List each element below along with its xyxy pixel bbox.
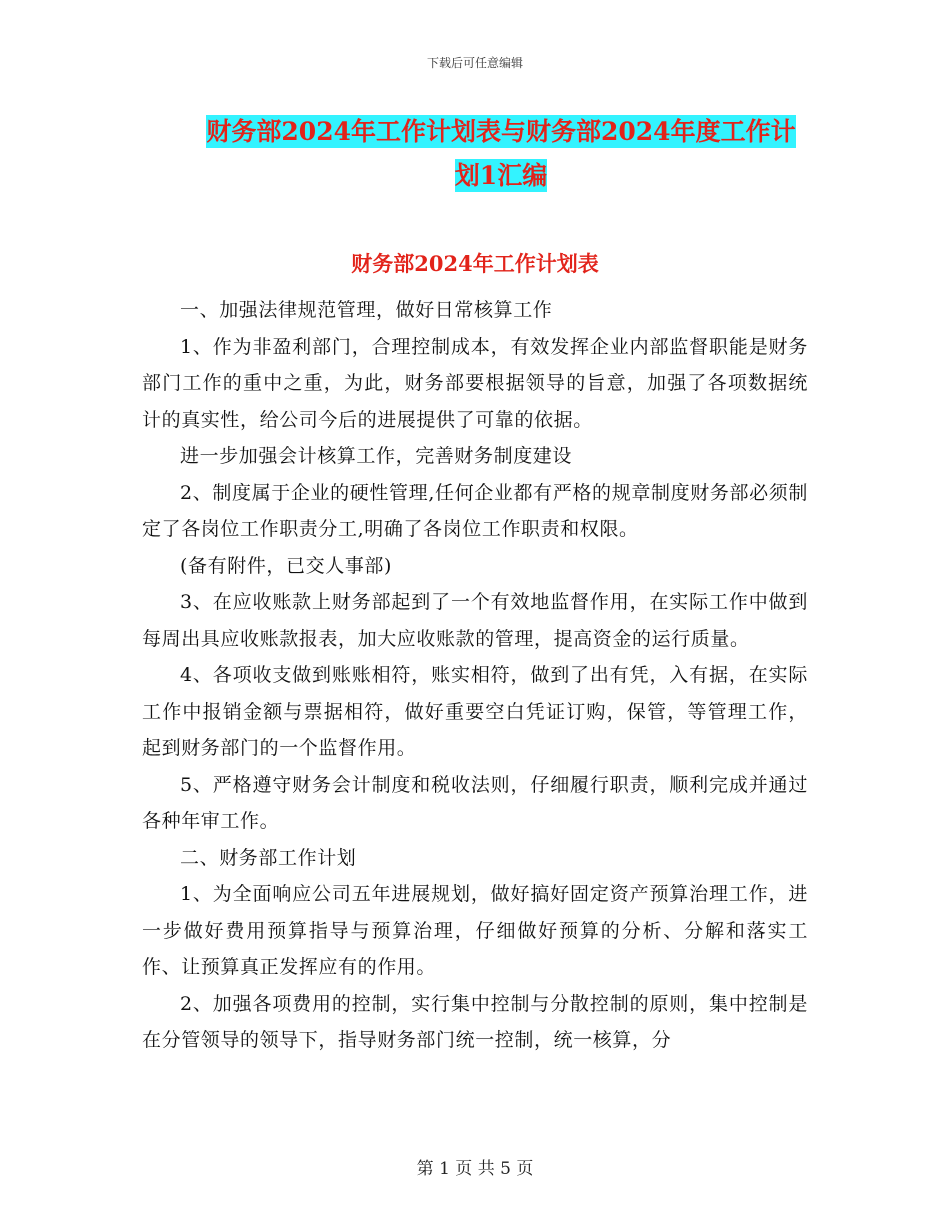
paragraph: (备有附件，已交人事部) bbox=[180, 554, 393, 577]
document-title-text: 财务部2024年工作计划表与财务部2024年度工作计划1汇编 bbox=[206, 117, 796, 190]
paragraph: 3、在应收账款上财务部起到了一个有效地监督作用，在实际工作中做到每周出具应收账款报表，加大应收账款的管理，提高资金的运行质量。 bbox=[142, 591, 808, 650]
paragraph: 一、加强法律规范管理，做好日常核算工作 bbox=[180, 299, 553, 321]
document-body bbox=[142, 292, 808, 1059]
document-title bbox=[196, 110, 806, 198]
header-note: 下载后可任意编辑 bbox=[426, 56, 523, 70]
paragraph: 1、作为非盈利部门，合理控制成本，有效发挥企业内部监督职能是财务部门工作的重中之重，为此，财务部要根据领导的旨意，加强了各项数据统计的真实性，给公司今后的进展提供了可靠的依据。 bbox=[142, 335, 808, 431]
page-number-footer: 第 1 页 共 5 页 bbox=[416, 1159, 534, 1179]
paragraph: 进一步加强会计核算工作，完善财务制度建设 bbox=[180, 445, 573, 467]
paragraph: 4、各项收支做到账账相符，账实相符，做到了出有凭，入有据，在实际工作中报销金额与票据相符，做好重要空白凭证订购，保管，等管理工作，起到财务部门的一个监督作用。 bbox=[142, 664, 808, 759]
paragraph: 2、制度属于企业的硬性管理,任何企业都有严格的规章制度财务部必须制定了各岗位工作职责分工,明确了各岗位工作职责和权限。 bbox=[142, 481, 808, 540]
paragraph: 二、财务部工作计划 bbox=[180, 846, 357, 869]
paragraph: 1、为全面响应公司五年进展规划，做好搞好固定资产预算治理工作，进一步做好费用预算指导与预算治理，仔细做好预算的分析、分解和落实工作、让预算真正发挥应有的作用。 bbox=[142, 883, 808, 978]
section-title: 财务部2024年工作计划表 bbox=[351, 251, 599, 276]
paragraph: 5、严格遵守财务会计制度和税收法则，仔细履行职责，顺利完成并通过各种年审工作。 bbox=[142, 773, 808, 832]
paragraph: 2、加强各项费用的控制，实行集中控制与分散控制的原则，集中控制是在分管领导的领导下，指导财务部门统一控制，统一核算，分 bbox=[142, 992, 808, 1051]
